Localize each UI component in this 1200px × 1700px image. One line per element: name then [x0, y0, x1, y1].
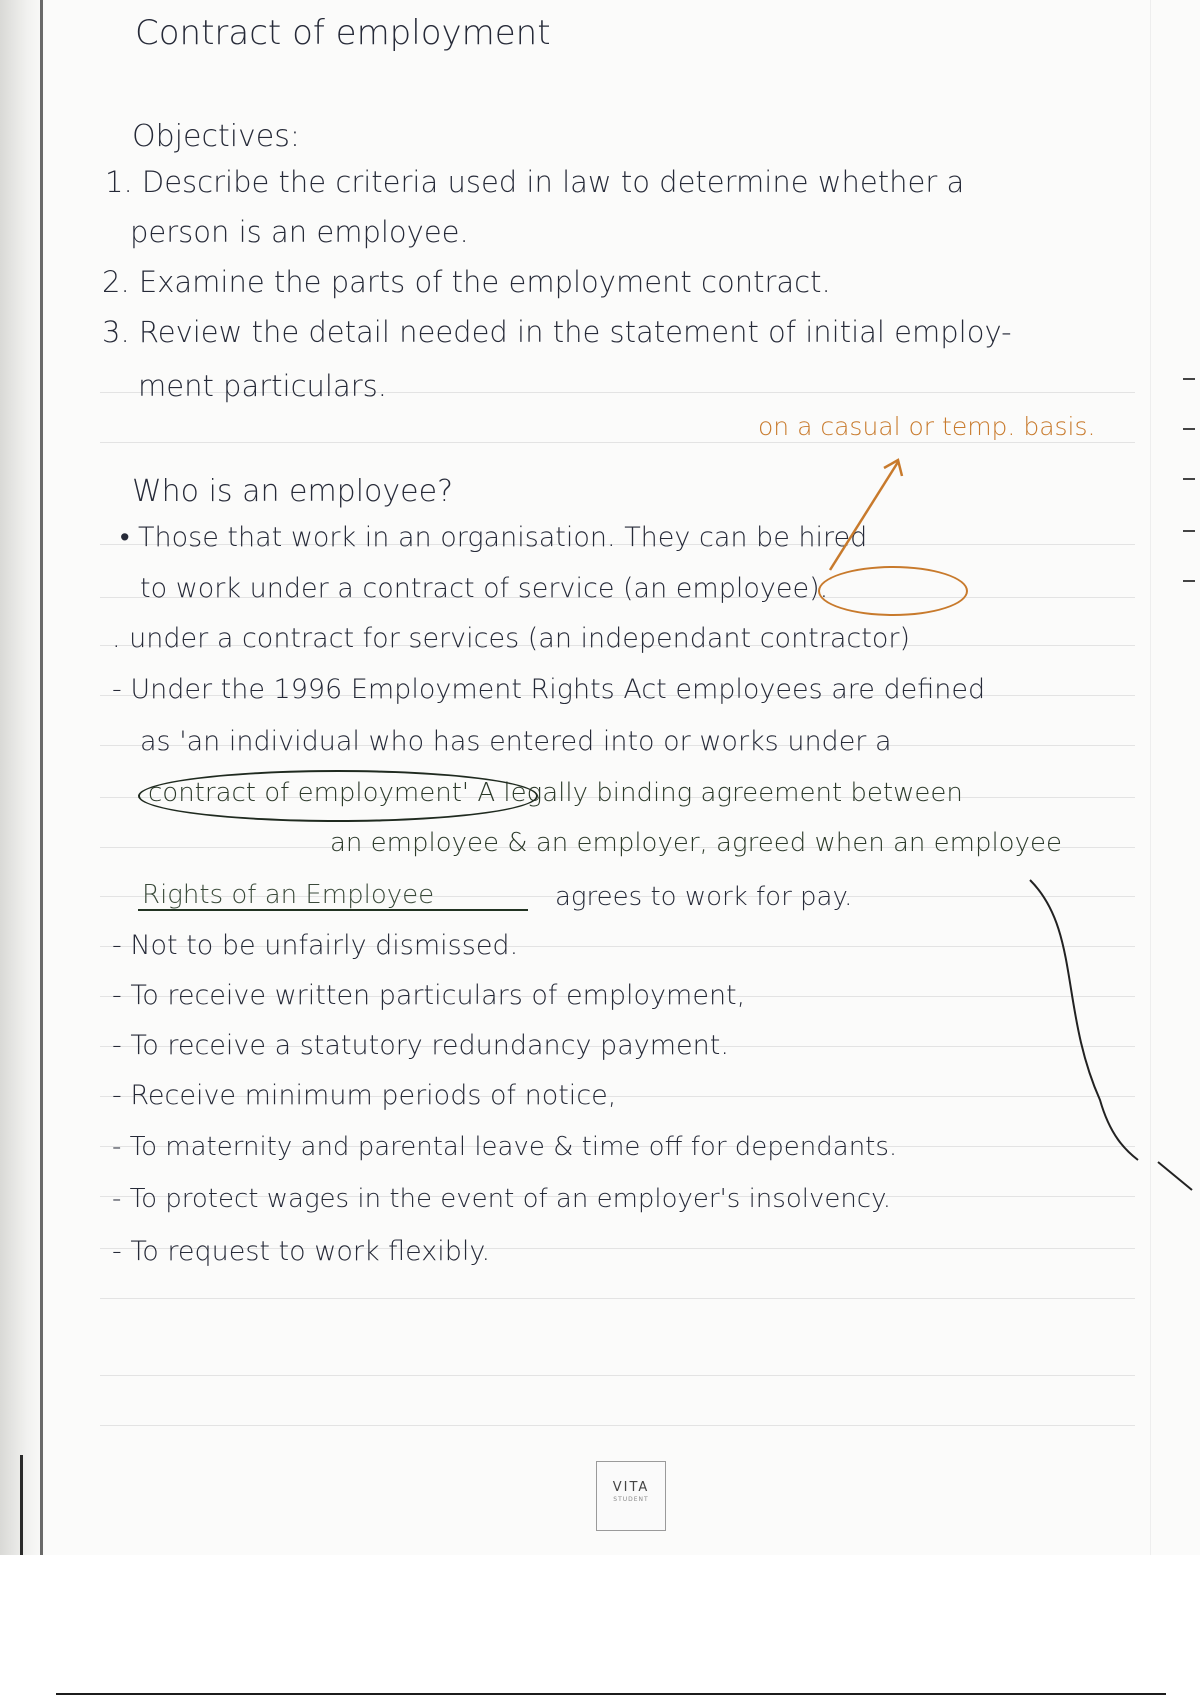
rights-item: - To request to work flexibly.: [112, 1236, 491, 1267]
brace-curve: [1030, 880, 1138, 1160]
vita-logo: [596, 1461, 666, 1531]
brace-mark: [1158, 1162, 1192, 1190]
rights-item: - To protect wages in the event of an employer's insolvency.: [112, 1184, 892, 1214]
rights-item: - To receive written particulars of employment,: [112, 980, 746, 1011]
rights-item: - To maternity and parental leave & time off for dependants.: [112, 1132, 898, 1162]
employee-line: . under a contract for services (an independant contractor): [112, 623, 911, 654]
page-title: Contract of employment: [135, 13, 551, 53]
objective-line: 3. Review the detail needed in the statement of initial employ-: [102, 315, 1012, 349]
margin-note: on a casual or temp. basis.: [758, 412, 1096, 441]
rights-item: - To receive a statutory redundancy payment.: [112, 1030, 729, 1061]
section-heading: Who is an employee?: [132, 474, 454, 509]
employee-line: to work under a contract of service (an employee).: [140, 573, 829, 604]
objective-line: ment particulars.: [138, 369, 387, 403]
logo-text: VITA: [612, 1480, 650, 1495]
employee-line: contract of employment' A legally binding agreement between: [148, 778, 963, 808]
objective-line: 1. Describe the criteria used in law to determine whether a: [105, 165, 965, 199]
employee-line: • Those that work in an organisation. They can be hired: [120, 522, 868, 553]
objective-line: 2. Examine the parts of the employment contract.: [102, 265, 831, 299]
logo-subtext: STUDENT: [613, 1496, 649, 1503]
rights-continuation: agrees to work for pay.: [555, 882, 853, 912]
bottom-rule: [56, 1693, 1166, 1695]
rights-item: - Receive minimum periods of notice,: [112, 1080, 617, 1111]
objective-line: person is an employee.: [130, 215, 469, 249]
rights-item: - Not to be unfairly dismissed.: [112, 930, 519, 961]
employee-line: an employee & an employer, agreed when an employee: [330, 828, 1062, 858]
objectives-heading: Objectives:: [132, 119, 300, 154]
rights-heading: Rights of an Employee: [142, 880, 435, 910]
employee-line: - Under the 1996 Employment Rights Act employees are defined: [112, 674, 986, 705]
employee-line: as 'an individual who has entered into or works under a: [140, 726, 892, 757]
arrow-line: [830, 462, 898, 570]
